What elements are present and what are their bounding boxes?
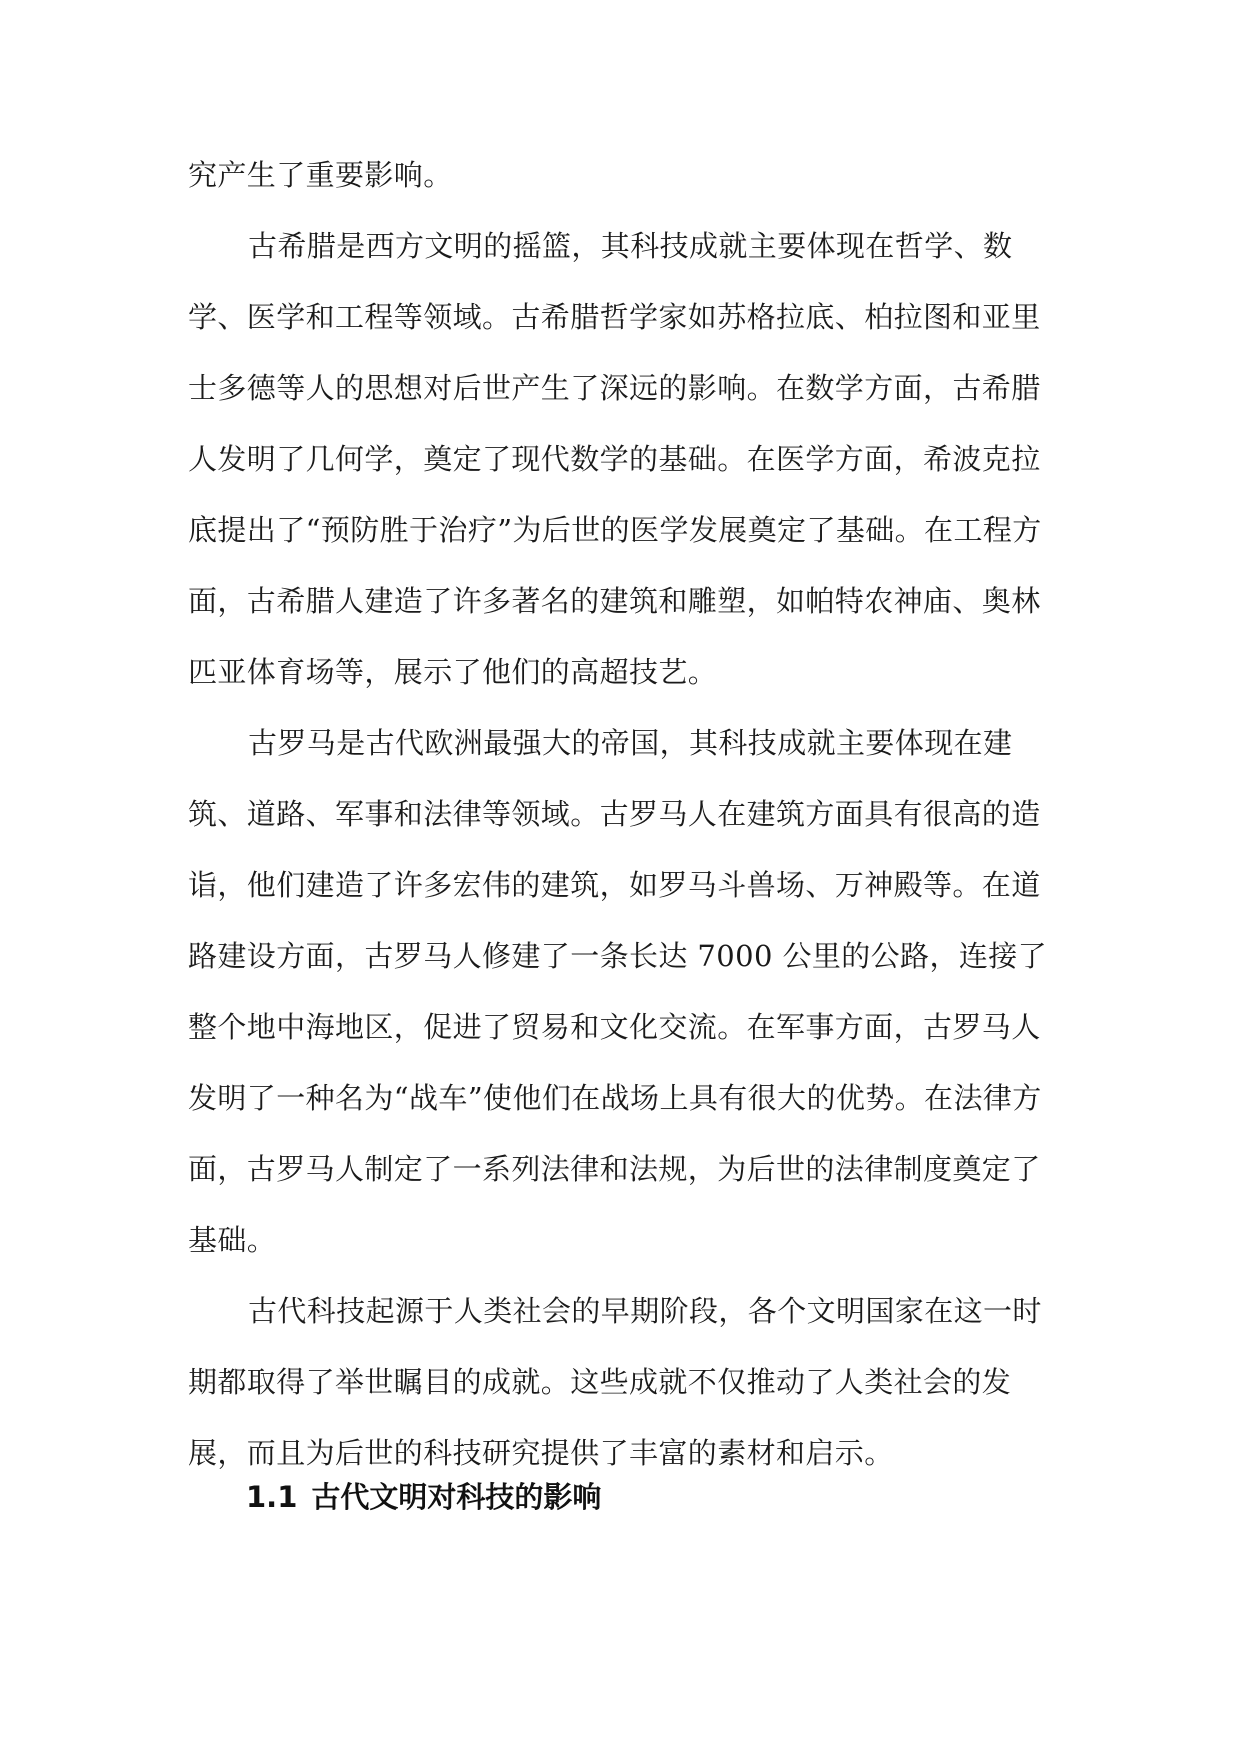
paragraph-continuation: 究产生了重要影响。 [188,158,453,192]
body-text [188,140,1068,1489]
paragraph-ancient-greece: 古希腊是西方文明的摇篮，其科技成就主要体现在哲学、数学、医学和工程等领域。古希腊哲学家如苏格拉底、柏拉图和亚里士多德等人的思想对后世产生了深远的影响。在数学方面，古希腊人发明了几何学，奠定了现代数学的基础。在医学方面，希波克拉底提出了“预防胜于治疗”为后世的医学发展奠定了基础。在工程方面，古希腊人建造了许多著名的建筑和雕塑，如帕特农神庙、奥林匹亚体育场等，展示了他们的高超技艺。 [188,229,1042,689]
paragraph-summary: 古代科技起源于人类社会的早期阶段，各个文明国家在这一时期都取得了举世瞩目的成就。这些成就不仅推动了人类社会的发展，而且为后世的科技研究提供了丰富的素材和启示。 [188,1294,1042,1470]
section-number: 1.1 [246,1480,298,1514]
paragraph-ancient-rome: 古罗马是古代欧洲最强大的帝国，其科技成就主要体现在建筑、道路、军事和法律等领域。古罗马人在建筑方面具有很高的造诣，他们建造了许多宏伟的建筑，如罗马斗兽场、万神殿等。在道路建设方面，古罗马人修建了一条长达 7000 公里的公路，连接了整个地中海地区，促进了贸易和文化交流。在军事方面，古罗马人发明了一种名为“战车”使他们在战场上具有很大的优势。在法律方面，古罗马人制定了一系列法律和法规，为后世的法律制度奠定了基础。 [188,726,1048,1257]
section-title: 古代文明对科技的影响 [311,1480,602,1514]
section-heading [246,1477,601,1517]
